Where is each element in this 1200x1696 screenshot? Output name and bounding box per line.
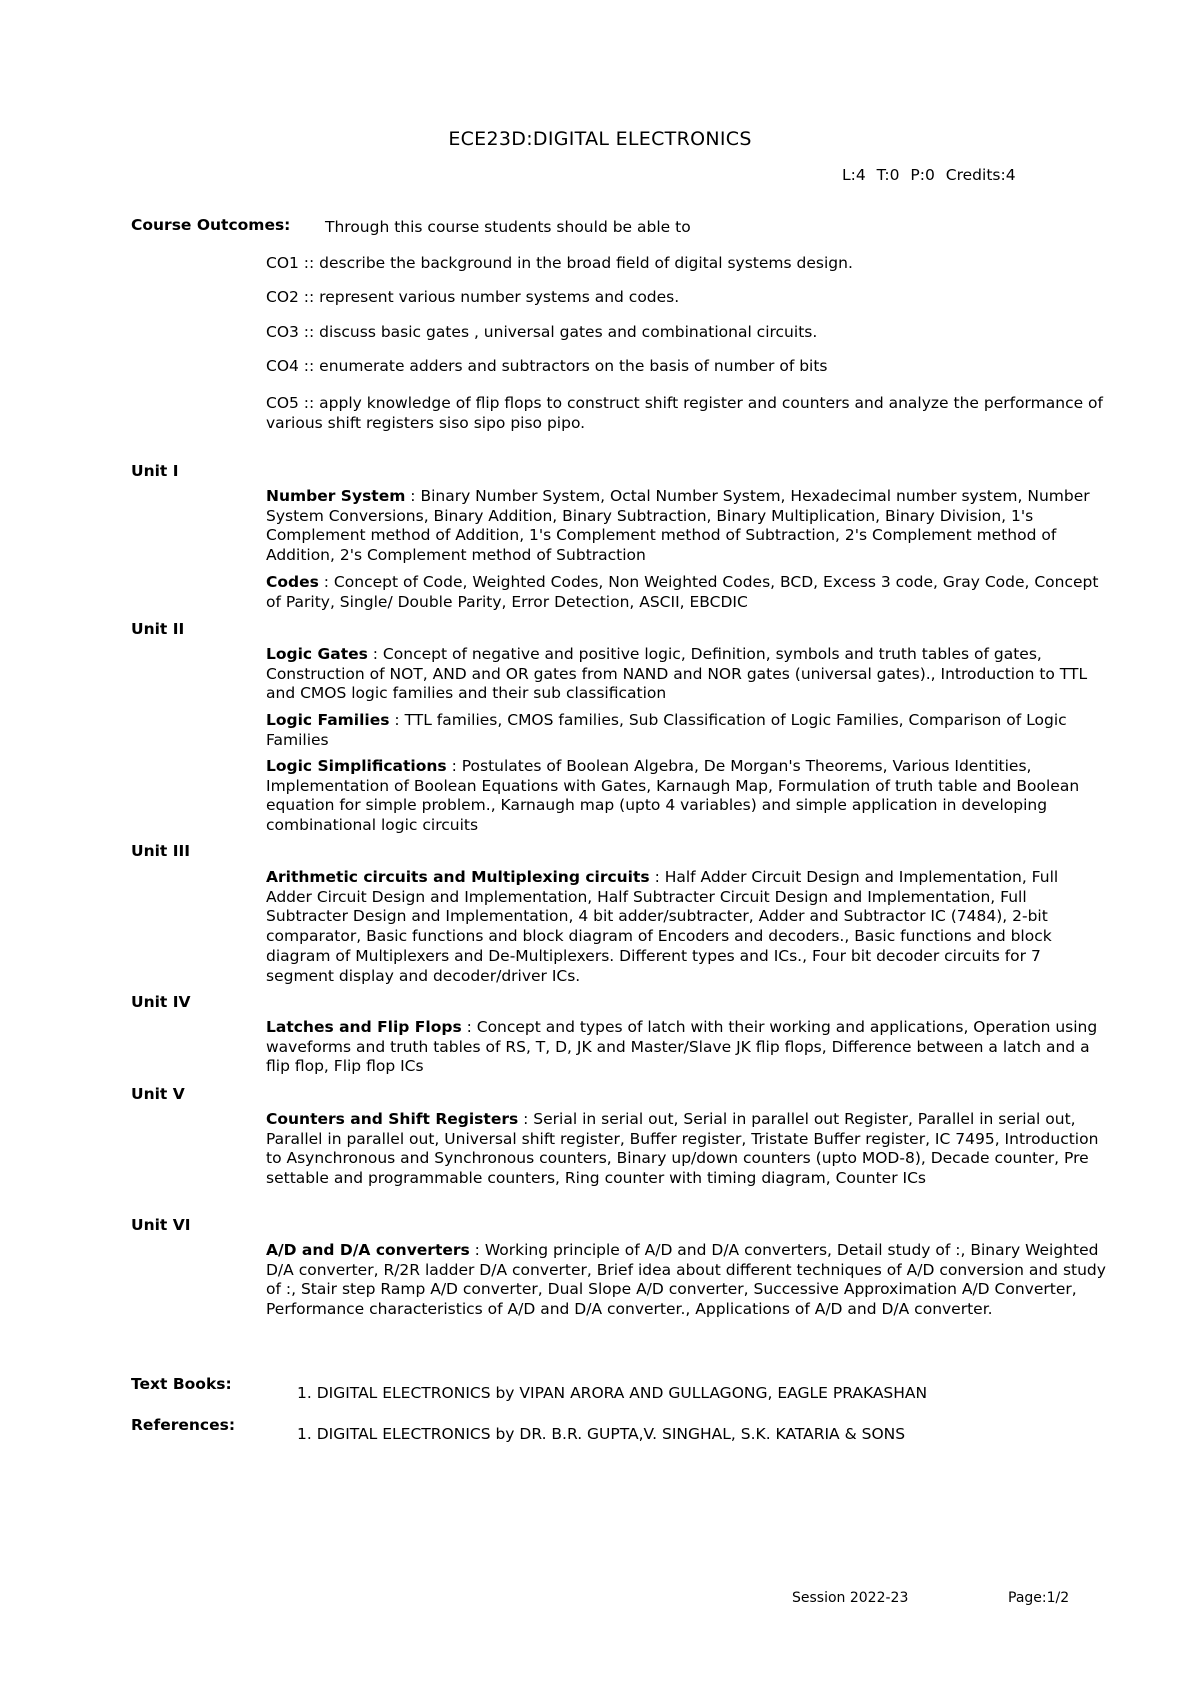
topic-text: : Concept and types of latch with their working and applications, Operation using waveforms and truth tables of RS, T, D, JK and Master/Slave JK flip flops, Difference between a latch and a flip flop, Flip flop ICs [266,1018,1098,1076]
topic-text: : Binary Number System, Octal Number System, Hexadecimal number system, Number System Conversions, Binary Addition, Binary Subtraction, Binary Multiplication, Binary Division, 1's Complement method of Addition, 1's Complement method of Subtraction, 2's Complement method of Addition, 2's Complement method of Subtraction [266,487,1090,565]
topic-heading: Logic Gates [266,645,368,663]
footer-page-number: Page:1/2 [1008,1590,1070,1606]
unit-topic [266,573,1106,612]
unit-label: Unit VI [131,1216,191,1234]
unit-topic [266,1018,1106,1077]
course-outcome-3: CO3 :: discuss basic gates , universal gates and combinational circuits. [266,323,818,341]
topic-heading: Number System [266,487,406,505]
text-books-label: Text Books: [131,1375,232,1393]
course-outcome-1: CO1 :: describe the background in the broad field of digital systems design. [266,254,853,272]
topic-text: : Concept of Code, Weighted Codes, Non Weighted Codes, BCD, Excess 3 code, Gray Code, Concept of Parity, Single/ Double Parity, Error Detection, ASCII, EBCDIC [266,573,1099,611]
topic-text: : Working principle of A/D and D/A converters, Detail study of :, Binary Weighted D/A converter, R/2R ladder D/A converter, Brief idea about different techniques of A/D conversion and study of :, Stair step Ramp A/D converter, Dual Slope A/D converter, Successive Approximation A/D Converter, Performance characteristics of A/D and D/A converter., Applications of A/D and D/A converter. [266,1241,1106,1319]
topic-heading: Logic Families [266,711,390,729]
unit-topic [266,757,1106,836]
unit-topic [266,868,1106,986]
course-outcomes-label: Course Outcomes: [131,216,291,234]
unit-label: Unit IV [131,993,191,1011]
topic-heading: Latches and Flip Flops [266,1018,462,1036]
unit-topic [266,1241,1106,1320]
topic-text: : Postulates of Boolean Algebra, De Morgan's Theorems, Various Identities, Implementation of Boolean Equations with Gates, Karnaugh Map, Formulation of truth table and Boolean equation for simple problem., Karnaugh map (upto 4 variables) and simple application in developing combinational logic circuits [266,757,1080,835]
footer-session: Session 2022-23 [792,1590,909,1606]
topic-text: : Concept of negative and positive logic, Definition, symbols and truth tables of gates, Construction of NOT, AND and OR gates from NAND and NOR gates (universal gates)., Introduction to TTL and CMOS logic families and their sub classification [266,645,1088,703]
topic-heading: A/D and D/A converters [266,1241,470,1259]
topic-heading: Arithmetic circuits and Multiplexing circuits [266,868,650,886]
course-outcome-5: CO5 :: apply knowledge of flip flops to construct shift register and counters and analyze the performance of various shift registers siso sipo piso pipo. [266,394,1103,432]
unit-topic [266,711,1106,750]
topic-heading: Counters and Shift Registers [266,1110,519,1128]
course-title: ECE23D:DIGITAL ELECTRONICS [448,128,752,150]
unit-topic [266,1110,1106,1189]
course-outcome-2: CO2 :: represent various number systems and codes. [266,288,680,306]
topic-heading: Logic Simplifications [266,757,447,775]
course-outcome-4: CO4 :: enumerate adders and subtractors on the basis of number of bits [266,357,828,375]
unit-topic [266,645,1106,704]
reference-item: 1. DIGITAL ELECTRONICS by DR. B.R. GUPTA,V. SINGHAL, S.K. KATARIA & SONS [297,1425,906,1443]
unit-label: Unit V [131,1085,185,1103]
topic-text: : Serial in serial out, Serial in parallel out Register, Parallel in serial out, Parallel in parallel out, Universal shift register, Buffer register, Tristate Buffer register, IC 7495, Introduction to Asynchronous and Synchronous counters, Binary up/down counters (upto MOD-8), Decade counter, Pre settable and programmable counters, Ring counter with timing diagram, Counter ICs [266,1110,1099,1188]
text-book-item: 1. DIGITAL ELECTRONICS by VIPAN ARORA AND GULLAGONG, EAGLE PRAKASHAN [297,1384,928,1402]
unit-topic [266,487,1106,566]
references-label: References: [131,1416,236,1434]
topic-text: : TTL families, CMOS families, Sub Classification of Logic Families, Comparison of Logic Families [266,711,1067,749]
topic-text: : Half Adder Circuit Design and Implementation, Full Adder Circuit Design and Implementation, Half Subtracter Circuit Design and Implementation, Full Subtracter Design and Implementation, 4 bit adder/subtracter, Adder and Subtractor IC (7484), 2-bit comparator, Basic functions and block diagram of Encoders and decoders., Basic functions and block diagram of Multiplexers and De-Multiplexers. Different types and ICs., Four bit decoder circuits for 7 segment display and decoder/driver ICs. [266,868,1059,985]
topic-heading: Codes [266,573,319,591]
credits-line: L:4 T:0 P:0 Credits:4 [842,166,1016,184]
unit-label: Unit I [131,462,179,480]
unit-label: Unit III [131,842,191,860]
unit-label: Unit II [131,620,185,638]
course-outcomes-intro: Through this course students should be able to [325,218,691,236]
